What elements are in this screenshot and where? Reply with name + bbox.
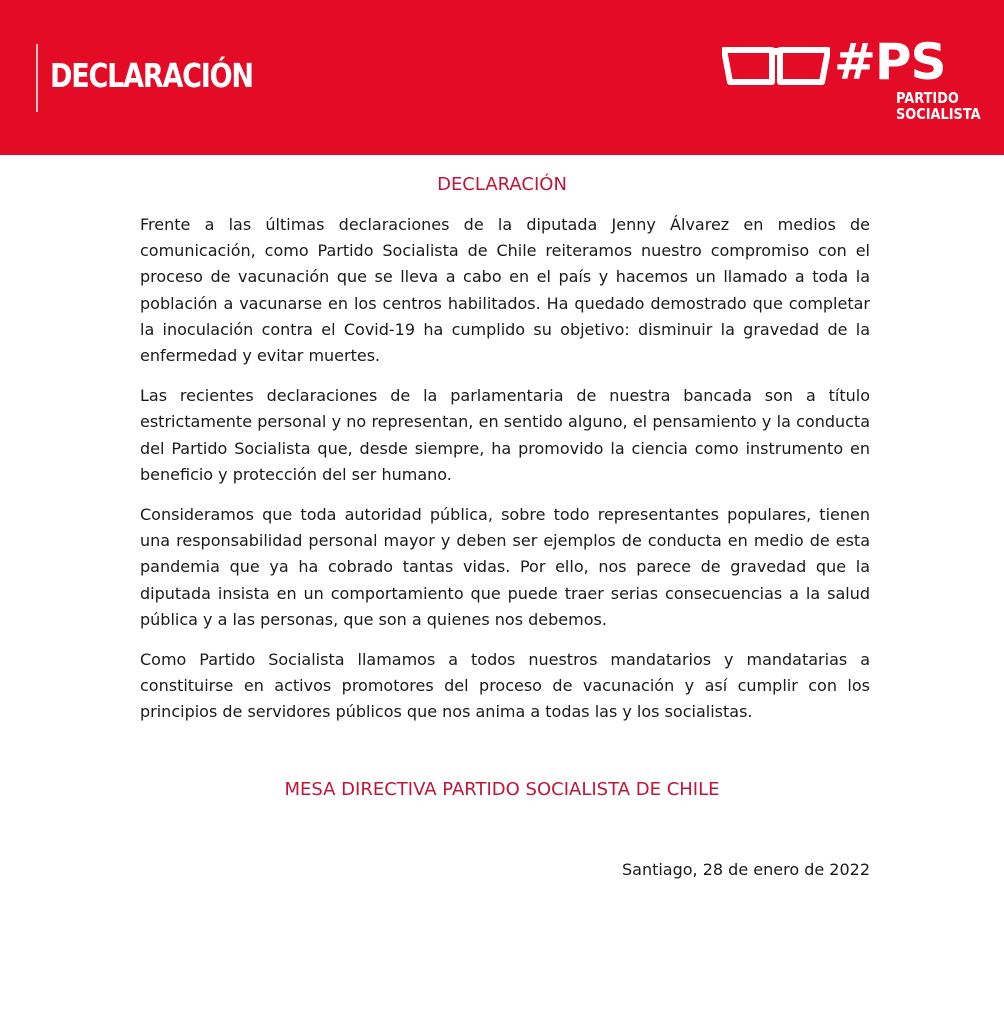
paragraph: Frente a las últimas declaraciones de la diputada Jenny Álvarez en medios de comunicación, como Partido Socialista de Chile reiteramos nuestro compromiso con el proceso de vacunación que se lleva a cabo en el país y hacemos un llamado a toda la población a vacunarse en los centros habilitados. Ha quedado demostrado que completar la inoculación contra el Covid-19 ha cumplido su objetivo: disminuir la gravedad de la enfermedad y evitar muertes.	[140, 215, 870, 366]
header-banner	[0, 0, 1004, 155]
paragraph: Consideramos que toda autoridad pública, sobre todo representantes populares, tienen una responsabilidad personal mayor y deben ser ejemplos de conducta en medio de esta pandemia que ya ha cobrado tantas vidas. Por ello, nos parece de gravedad que la diputada insista en un comportamiento que puede traer serias consecuencias a la salud pública y a las personas, que son a quienes nos debemos.	[140, 505, 870, 629]
logo-subtitle-line2: SOCIALISTA	[896, 105, 981, 123]
paragraph: Las recientes declaraciones de la parlamentaria de nuestra bancada son a título estrictamente personal y no representan, en sentido alguno, el pensamiento y la conducta del Partido Socialista que, desde siempre, ha promovido la ciencia como instrumento en beneficio y protección del ser humano.	[140, 386, 870, 484]
logo-hashtag: #PS	[834, 33, 946, 91]
signature-line: MESA DIRECTIVA PARTIDO SOCIALISTA DE CHILE	[284, 779, 720, 800]
party-logo	[722, 33, 984, 130]
logo-subtitle-line1: PARTIDO	[896, 89, 959, 107]
document-body	[140, 212, 870, 740]
logo-subtitle	[896, 90, 981, 122]
paragraph: Como Partido Socialista llamamos a todos nuestros mandatarios y mandatarias a constituirse en activos promotores del proceso de vacunación y así cumplir con los principios de servidores públicos que nos anima a todas las y los socialistas.	[140, 650, 870, 722]
banner-divider	[36, 44, 38, 112]
glasses-icon	[722, 46, 830, 90]
dateline: Santiago, 28 de enero de 2022	[621, 860, 870, 879]
banner-title: DECLARACIÓN	[50, 56, 253, 95]
document-heading: DECLARACIÓN	[437, 174, 567, 195]
